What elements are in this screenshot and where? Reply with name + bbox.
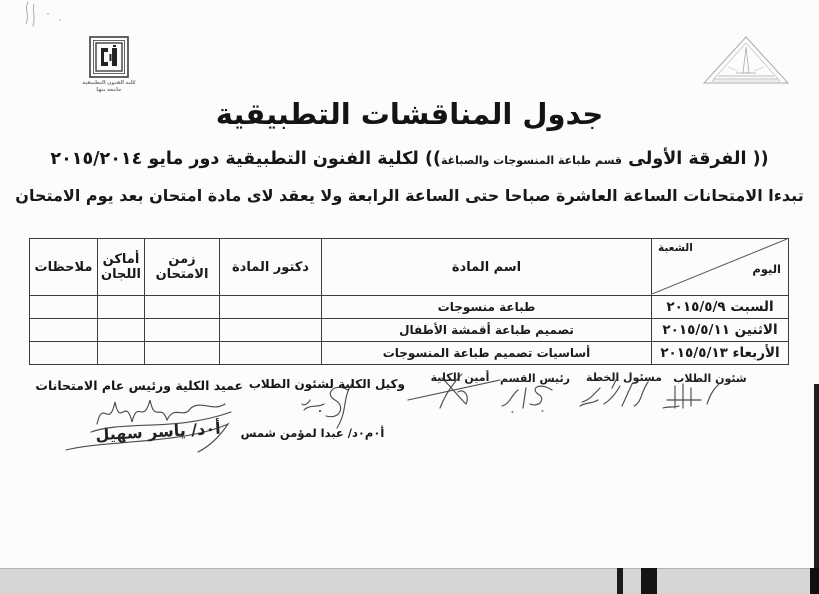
scan-smudge xyxy=(18,0,64,30)
faculty-caption-line1: كلية الفنون التطبيقية xyxy=(82,80,136,86)
scan-black-bar xyxy=(617,568,623,594)
day-cell: الأربعاء ٢٠١٥/٥/١٣ xyxy=(652,342,789,365)
university-logo xyxy=(700,33,792,89)
doctor-cell xyxy=(220,319,322,342)
student-affairs-signature xyxy=(655,378,725,412)
corner-header-cell xyxy=(652,239,789,296)
committee-cell xyxy=(98,319,145,342)
signature-label-dept-head: رئيس القسم xyxy=(500,372,570,385)
dean-title: عميد الكلية ورئيس عام الامتحانات xyxy=(35,378,243,393)
faculty-logo-caption xyxy=(72,80,146,94)
corner-label-day: اليوم xyxy=(752,262,781,276)
signature-label-student-affairs: شئون الطلاب xyxy=(673,372,747,385)
corner-label-section: الشعبة xyxy=(658,242,693,254)
notes-cell xyxy=(30,342,98,365)
committee-cell xyxy=(98,342,145,365)
column-header-exam-time: زمن الامتحان xyxy=(145,239,220,296)
scan-corner-black xyxy=(810,568,819,594)
column-header-doctor: دكتور المادة xyxy=(220,239,322,296)
subject-cell: طباعة منسوجات xyxy=(322,296,652,319)
exam-instructions-note: تبدءا الامتحانات الساعة العاشرة صباحا حتى الساعة الرابعة ولا يعقد لاى مادة امتحان بعد يوم الامتحان xyxy=(15,186,804,205)
committee-cell xyxy=(98,296,145,319)
vice-dean-signature xyxy=(290,380,375,432)
schedule-table xyxy=(29,238,789,365)
scan-right-edge xyxy=(814,384,819,594)
exam-time-cell xyxy=(145,319,220,342)
table-header-row xyxy=(30,239,789,296)
notes-cell xyxy=(30,319,98,342)
notes-cell xyxy=(30,296,98,319)
day-cell: الاثنين ٢٠١٥/٥/١١ xyxy=(652,319,789,342)
signature-label-plan-officer: مسئول الخطة xyxy=(586,371,662,384)
faculty-caption-line2: جامعة بنها xyxy=(96,86,122,93)
plan-officer-signature xyxy=(570,376,655,412)
exam-time-cell xyxy=(145,342,220,365)
column-header-committee-rooms: أماكن اللجان xyxy=(98,239,145,296)
document-subtitle xyxy=(0,149,819,169)
doctor-cell xyxy=(220,296,322,319)
table-row xyxy=(30,342,789,365)
subtitle-open: (( الفرقة الأولى xyxy=(621,149,769,169)
subject-cell: أساسيات تصميم طباعة المنسوجات xyxy=(322,342,652,365)
vice-dean-title: وكيل الكلية لشئون الطلاب xyxy=(248,377,405,391)
column-header-notes: ملاحظات xyxy=(30,239,98,296)
subtitle-department: قسم طباعة المنسوجات والصباغة xyxy=(440,154,622,167)
faculty-secretary-signature xyxy=(400,370,505,412)
signature-label-faculty-secretary: أمين الكلية xyxy=(430,371,490,384)
scan-bottom-strip xyxy=(0,568,819,594)
table-row xyxy=(30,319,789,342)
dean-name: أ٠د/ ياسر سهيل xyxy=(94,418,222,445)
document-title: جدول المناقشات التطبيقية xyxy=(215,97,604,131)
exam-time-cell xyxy=(145,296,220,319)
table-row xyxy=(30,296,789,319)
dean-name-flourish xyxy=(62,414,234,456)
doctor-cell xyxy=(220,342,322,365)
vice-dean-name: أ٠م٠د/ عبدا لمؤمن شمس xyxy=(240,426,385,440)
column-header-subject: اسم المادة xyxy=(322,239,652,296)
day-cell: السبت ٢٠١٥/٥/٩ xyxy=(652,296,789,319)
subtitle-rest: )) لكلية الفنون التطبيقية دور مايو ٢٠١٥/٢٠١٤ xyxy=(50,149,441,169)
scan-black-bar xyxy=(641,568,657,594)
faculty-logo xyxy=(89,36,129,78)
subject-cell: تصميم طباعة أقمشة الأطفال xyxy=(322,319,652,342)
